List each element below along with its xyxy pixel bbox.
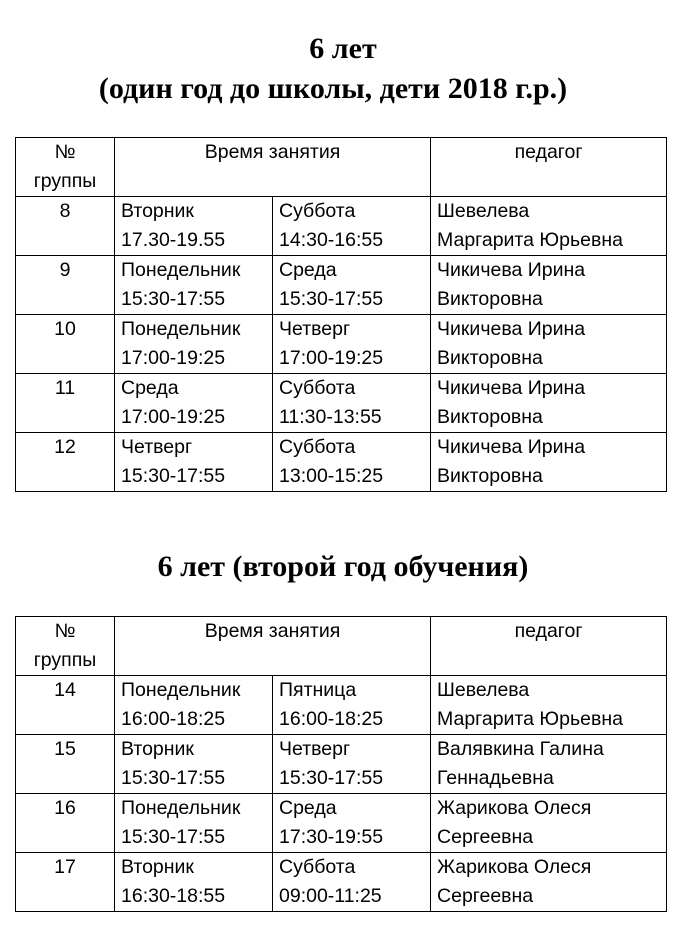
day2-time: 13:00-15:25 — [279, 465, 384, 487]
teacher-name-line2: Викторовна — [437, 288, 543, 310]
day2-name: Среда — [279, 797, 337, 819]
table-body — [16, 197, 667, 492]
day2-time: 09:00-11:25 — [279, 885, 382, 907]
header-group-number — [16, 617, 115, 676]
table-row — [16, 374, 667, 433]
table-row — [16, 676, 667, 735]
group-number-cell — [16, 197, 115, 256]
group-number: 17 — [54, 856, 76, 878]
table-row — [16, 735, 667, 794]
group-number-cell — [16, 315, 115, 374]
teacher-name-line1: Шевелева — [437, 200, 530, 222]
teacher-name-line1: Валявкина Галина — [437, 738, 604, 760]
teacher-cell — [431, 794, 667, 853]
group-number: 14 — [54, 679, 76, 701]
day2-time: 15:30-17:55 — [279, 767, 384, 789]
teacher-name-line2: Сергеевна — [437, 826, 534, 848]
group-number-cell — [16, 676, 115, 735]
day1-name: Понедельник — [121, 318, 241, 340]
group-number: 11 — [54, 377, 76, 399]
group-number: 16 — [54, 797, 76, 819]
teacher-name-line1: Чикичева Ирина — [437, 259, 586, 281]
day2-time: 17:00-19:25 — [279, 347, 384, 369]
day2-cell — [273, 315, 431, 374]
day2-cell — [273, 256, 431, 315]
table-row — [16, 315, 667, 374]
header-time: Время занятия — [115, 138, 431, 197]
teacher-cell — [431, 256, 667, 315]
header-teacher: педагог — [431, 138, 667, 197]
header-group-line2: группы — [33, 170, 97, 192]
day2-time: 16:00-18:25 — [279, 708, 384, 730]
table-header-row — [16, 138, 667, 197]
day2-name: Среда — [279, 259, 337, 281]
header-time: Время занятия — [115, 617, 431, 676]
day2-name: Суббота — [279, 436, 356, 458]
day2-cell — [273, 735, 431, 794]
day1-cell — [115, 315, 273, 374]
day1-name: Вторник — [121, 738, 194, 760]
day2-name: Суббота — [279, 377, 356, 399]
header-group-line1: № — [54, 141, 76, 163]
teacher-cell — [431, 853, 667, 912]
table-row — [16, 197, 667, 256]
day1-time: 15:30-17:55 — [121, 826, 226, 848]
group-number-cell — [16, 374, 115, 433]
teacher-name-line1: Жарикова Олеся — [437, 797, 592, 819]
header-teacher: педагог — [431, 617, 667, 676]
day1-cell — [115, 676, 273, 735]
day2-time: 17:30-19:55 — [279, 826, 384, 848]
day2-time: 14:30-16:55 — [279, 229, 384, 251]
header-group-line1: № — [54, 620, 76, 642]
day1-time: 15:30-17:55 — [121, 288, 226, 310]
day1-name: Понедельник — [121, 679, 241, 701]
day2-time: 15:30-17:55 — [279, 288, 384, 310]
group-number-cell — [16, 256, 115, 315]
day2-cell — [273, 794, 431, 853]
teacher-name-line2: Сергеевна — [437, 885, 534, 907]
day2-cell — [273, 853, 431, 912]
table-row — [16, 853, 667, 912]
group-number-cell — [16, 794, 115, 853]
teacher-name-line2: Викторовна — [437, 406, 543, 428]
teacher-cell — [431, 676, 667, 735]
day1-cell — [115, 794, 273, 853]
day1-cell — [115, 374, 273, 433]
day2-name: Пятница — [279, 679, 357, 701]
group-number: 8 — [59, 200, 71, 222]
group-number-cell — [16, 433, 115, 492]
table-row — [16, 794, 667, 853]
section2-title: 6 лет (второй год обучения) — [157, 550, 529, 583]
teacher-name-line1: Чикичева Ирина — [437, 318, 586, 340]
day1-name: Понедельник — [121, 797, 241, 819]
table-header-row — [16, 617, 667, 676]
teacher-cell — [431, 374, 667, 433]
teacher-cell — [431, 433, 667, 492]
day2-name: Суббота — [279, 856, 356, 878]
day2-name: Четверг — [279, 318, 351, 340]
day2-cell — [273, 433, 431, 492]
group-number: 12 — [54, 436, 76, 458]
day1-time: 16:30-18:55 — [121, 885, 226, 907]
teacher-name-line2: Маргарита Юрьевна — [437, 708, 623, 730]
teacher-name-line2: Викторовна — [437, 347, 543, 369]
day1-name: Вторник — [121, 856, 194, 878]
day2-cell — [273, 197, 431, 256]
day1-time: 16:00-18:25 — [121, 708, 226, 730]
day1-time: 17:00-19:25 — [121, 347, 226, 369]
day1-time: 17.30-19.55 — [121, 229, 226, 251]
day1-cell — [115, 197, 273, 256]
day2-name: Суббота — [279, 200, 356, 222]
group-number-cell — [16, 853, 115, 912]
teacher-name-line2: Маргарита Юрьевна — [437, 229, 623, 251]
teacher-name-line1: Шевелева — [437, 679, 530, 701]
day2-cell — [273, 374, 431, 433]
teacher-name-line1: Чикичева Ирина — [437, 377, 586, 399]
header-group-number — [16, 138, 115, 197]
teacher-cell — [431, 197, 667, 256]
teacher-name-line1: Чикичева Ирина — [437, 436, 586, 458]
day1-cell — [115, 735, 273, 794]
teacher-name-line2: Геннадьевна — [437, 767, 554, 789]
schedule-table-1 — [15, 137, 667, 492]
day2-name: Четверг — [279, 738, 351, 760]
day1-time: 15:30-17:55 — [121, 465, 226, 487]
day1-name: Четверг — [121, 436, 193, 458]
group-number: 10 — [54, 318, 76, 340]
teacher-name-line2: Викторовна — [437, 465, 543, 487]
day1-time: 15:30-17:55 — [121, 767, 226, 789]
group-number: 15 — [54, 738, 76, 760]
teacher-cell — [431, 735, 667, 794]
table-body — [16, 676, 667, 912]
day1-name: Среда — [121, 377, 179, 399]
schedule-table-2 — [15, 616, 667, 912]
teacher-name-line1: Жарикова Олеся — [437, 856, 592, 878]
day1-cell — [115, 256, 273, 315]
day2-cell — [273, 676, 431, 735]
group-number-cell — [16, 735, 115, 794]
teacher-cell — [431, 315, 667, 374]
header-group-line2: группы — [33, 649, 97, 671]
table-row — [16, 433, 667, 492]
group-number: 9 — [59, 259, 71, 281]
day1-name: Понедельник — [121, 259, 241, 281]
table-row — [16, 256, 667, 315]
day1-name: Вторник — [121, 200, 194, 222]
day2-time: 11:30-13:55 — [279, 406, 382, 428]
day1-cell — [115, 853, 273, 912]
day1-cell — [115, 433, 273, 492]
section1-title-line2: (один год до школы, дети 2018 г.р.) — [98, 72, 568, 105]
day1-time: 17:00-19:25 — [121, 406, 226, 428]
section1-title-line1: 6 лет — [309, 32, 377, 65]
